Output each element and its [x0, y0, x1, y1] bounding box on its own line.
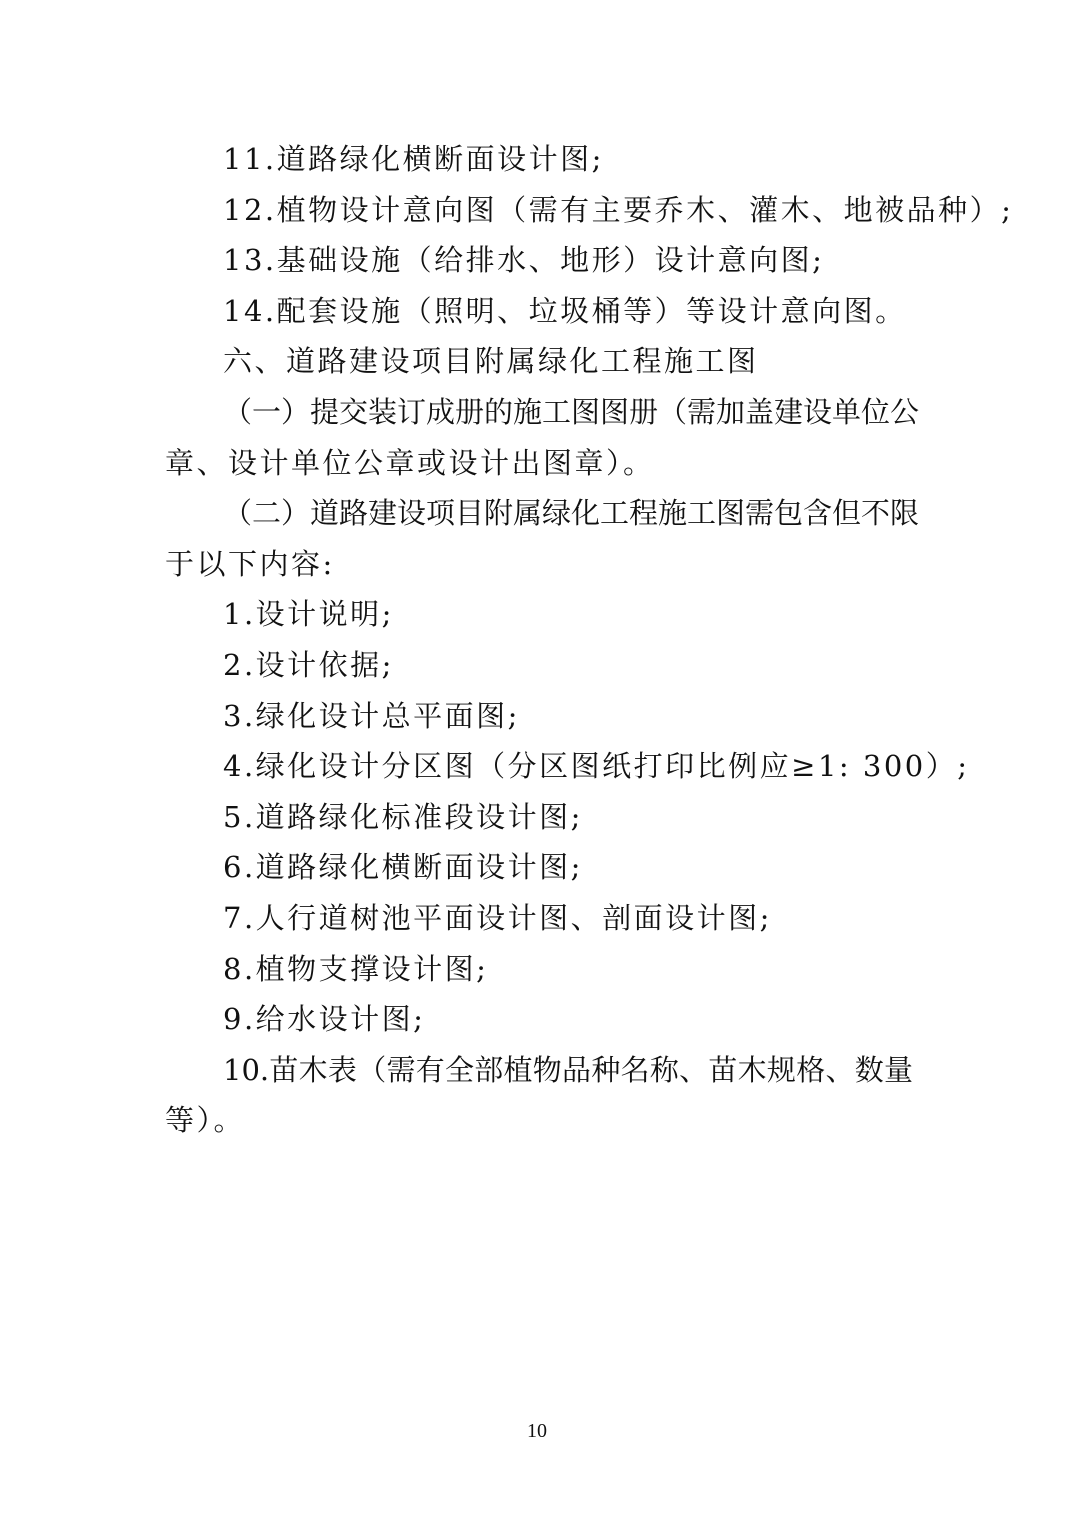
paragraph-one-line-1: （一）提交装订成册的施工图图册（需加盖建设单位公 [223, 394, 920, 429]
list-item-10-line-2: 等）。 [165, 1103, 246, 1138]
list-item-3: 3.绿化设计总平面图; [223, 698, 520, 733]
list-item-10-line-1: 10.苗木表（需有全部植物品种名称、苗木规格、数量 [223, 1052, 913, 1087]
list-item-11: 11.道路绿化横断面设计图; [223, 142, 604, 176]
list-item-2: 2.设计依据; [223, 647, 394, 682]
list-item-6: 6.道路绿化横断面设计图; [223, 850, 583, 885]
list-item-5: 5.道路绿化标准段设计图; [223, 799, 583, 834]
list-item-8: 8.植物支撑设计图; [223, 951, 489, 986]
page-number: 10 [527, 1420, 547, 1442]
paragraph-two-line-1: （二）道路建设项目附属绿化工程施工图需包含但不限 [223, 496, 920, 531]
list-item-13: 13.基础设施（给排水、地形）设计意向图; [223, 243, 825, 278]
section-heading-six: 六、道路建设项目附属绿化工程施工图 [223, 344, 759, 379]
list-item-9: 9.给水设计图; [223, 1002, 426, 1037]
paragraph-two-line-2: 于以下内容: [165, 546, 335, 581]
list-item-1: 1.设计说明; [223, 597, 394, 632]
list-item-14: 14.配套设施（照明、垃圾桶等）等设计意向图。 [223, 293, 907, 328]
paragraph-one-line-2: 章、设计单位公章或设计出图章）。 [165, 445, 655, 480]
list-item-4: 4.绿化设计分区图（分区图纸打印比例应≥1: 300）; [223, 749, 970, 784]
document-body [165, 134, 1014, 1146]
list-item-7: 7.人行道树池平面设计图、剖面设计图; [223, 900, 772, 935]
list-item-12: 12.植物设计意向图（需有主要乔木、灌木、地被品种）; [223, 192, 1014, 227]
